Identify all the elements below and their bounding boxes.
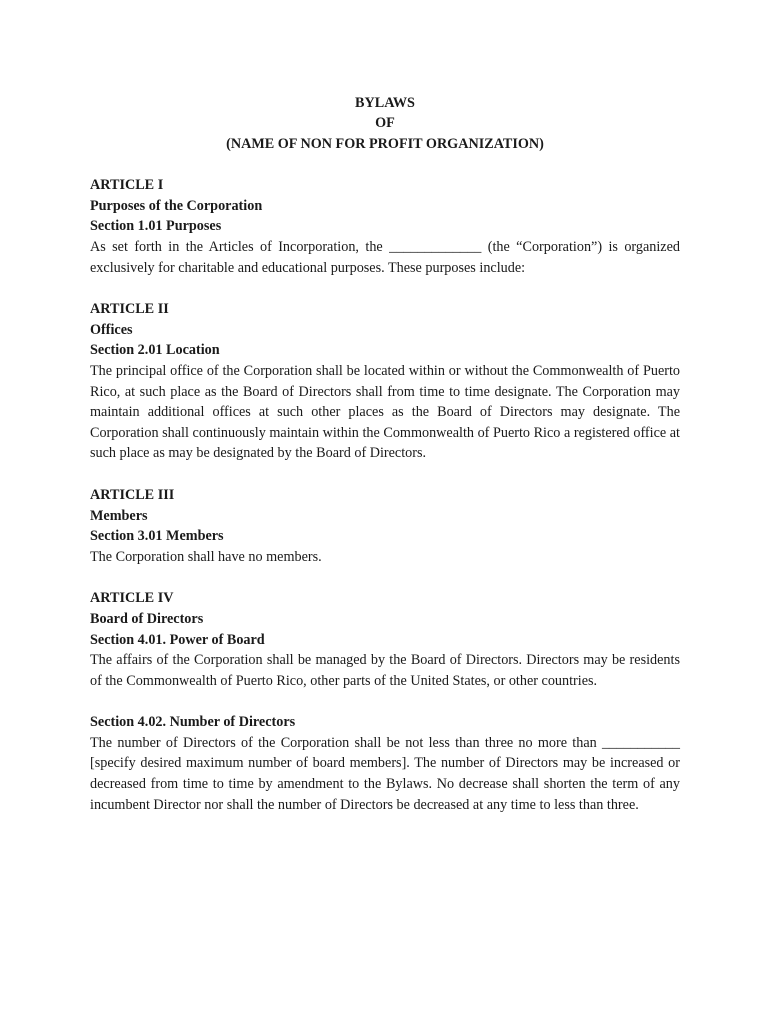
article-heading: ARTICLE II bbox=[90, 301, 169, 318]
article-2 bbox=[90, 299, 680, 464]
article-3 bbox=[90, 485, 680, 567]
article-subheading: Board of Directors bbox=[90, 610, 204, 627]
article-subheading: Offices bbox=[90, 321, 133, 338]
article-1 bbox=[90, 175, 680, 278]
section-text: The Corporation shall have no members. bbox=[90, 548, 322, 565]
section-text: As set forth in the Articles of Incorporation, the _____________ (the “Corporation”) is organized exclusively for charitable and educational purposes. These purposes include: bbox=[90, 239, 680, 276]
document-title bbox=[90, 93, 680, 154]
section-heading: Section 4.02. Number of Directors bbox=[90, 714, 296, 731]
section-text: The number of Directors of the Corporation shall be not less than three no more than ___________ [specify desired maximum number of board members]. The number of Directors may be increased or decreased from time to time by amendment to the Bylaws. No decrease shall shorten the term of any incumbent Director nor shall the number of Directors be decreased at any time to less than three. bbox=[90, 734, 680, 813]
section-4-01 bbox=[90, 630, 680, 692]
article-subheading: Purposes of the Corporation bbox=[90, 197, 263, 214]
section-heading: Section 2.01 Location bbox=[90, 342, 220, 359]
section-heading: Section 3.01 Members bbox=[90, 528, 224, 545]
title-line-of: OF bbox=[375, 115, 395, 132]
article-subheading: Members bbox=[90, 507, 148, 524]
article-heading: ARTICLE III bbox=[90, 486, 175, 503]
section-heading: Section 4.01. Power of Board bbox=[90, 631, 265, 648]
title-line-organization-name: (NAME OF NON FOR PROFIT ORGANIZATION) bbox=[226, 135, 544, 152]
section-text: The principal office of the Corporation shall be located within or without the Commonwealth of Puerto Rico, at such place as the Board of Directors shall from time to time designate. The Corporation may maintain additional offices at such other places as the Board of Directors may designate. The Corporation shall continuously maintain within the Commonwealth of Puerto Rico a registered office at such place as may be designated by the Board of Directors. bbox=[90, 362, 680, 462]
article-heading: ARTICLE IV bbox=[90, 590, 174, 607]
article-4 bbox=[90, 588, 680, 815]
section-heading: Section 1.01 Purposes bbox=[90, 218, 222, 235]
section-text: The affairs of the Corporation shall be managed by the Board of Directors. Directors may be residents of the Commonwealth of Puerto Rico, other parts of the United States, or other countries. bbox=[90, 652, 680, 689]
document-body bbox=[90, 93, 680, 836]
section-4-02 bbox=[90, 712, 680, 815]
title-line-bylaws: BYLAWS bbox=[355, 95, 415, 111]
article-heading: ARTICLE I bbox=[90, 177, 164, 194]
